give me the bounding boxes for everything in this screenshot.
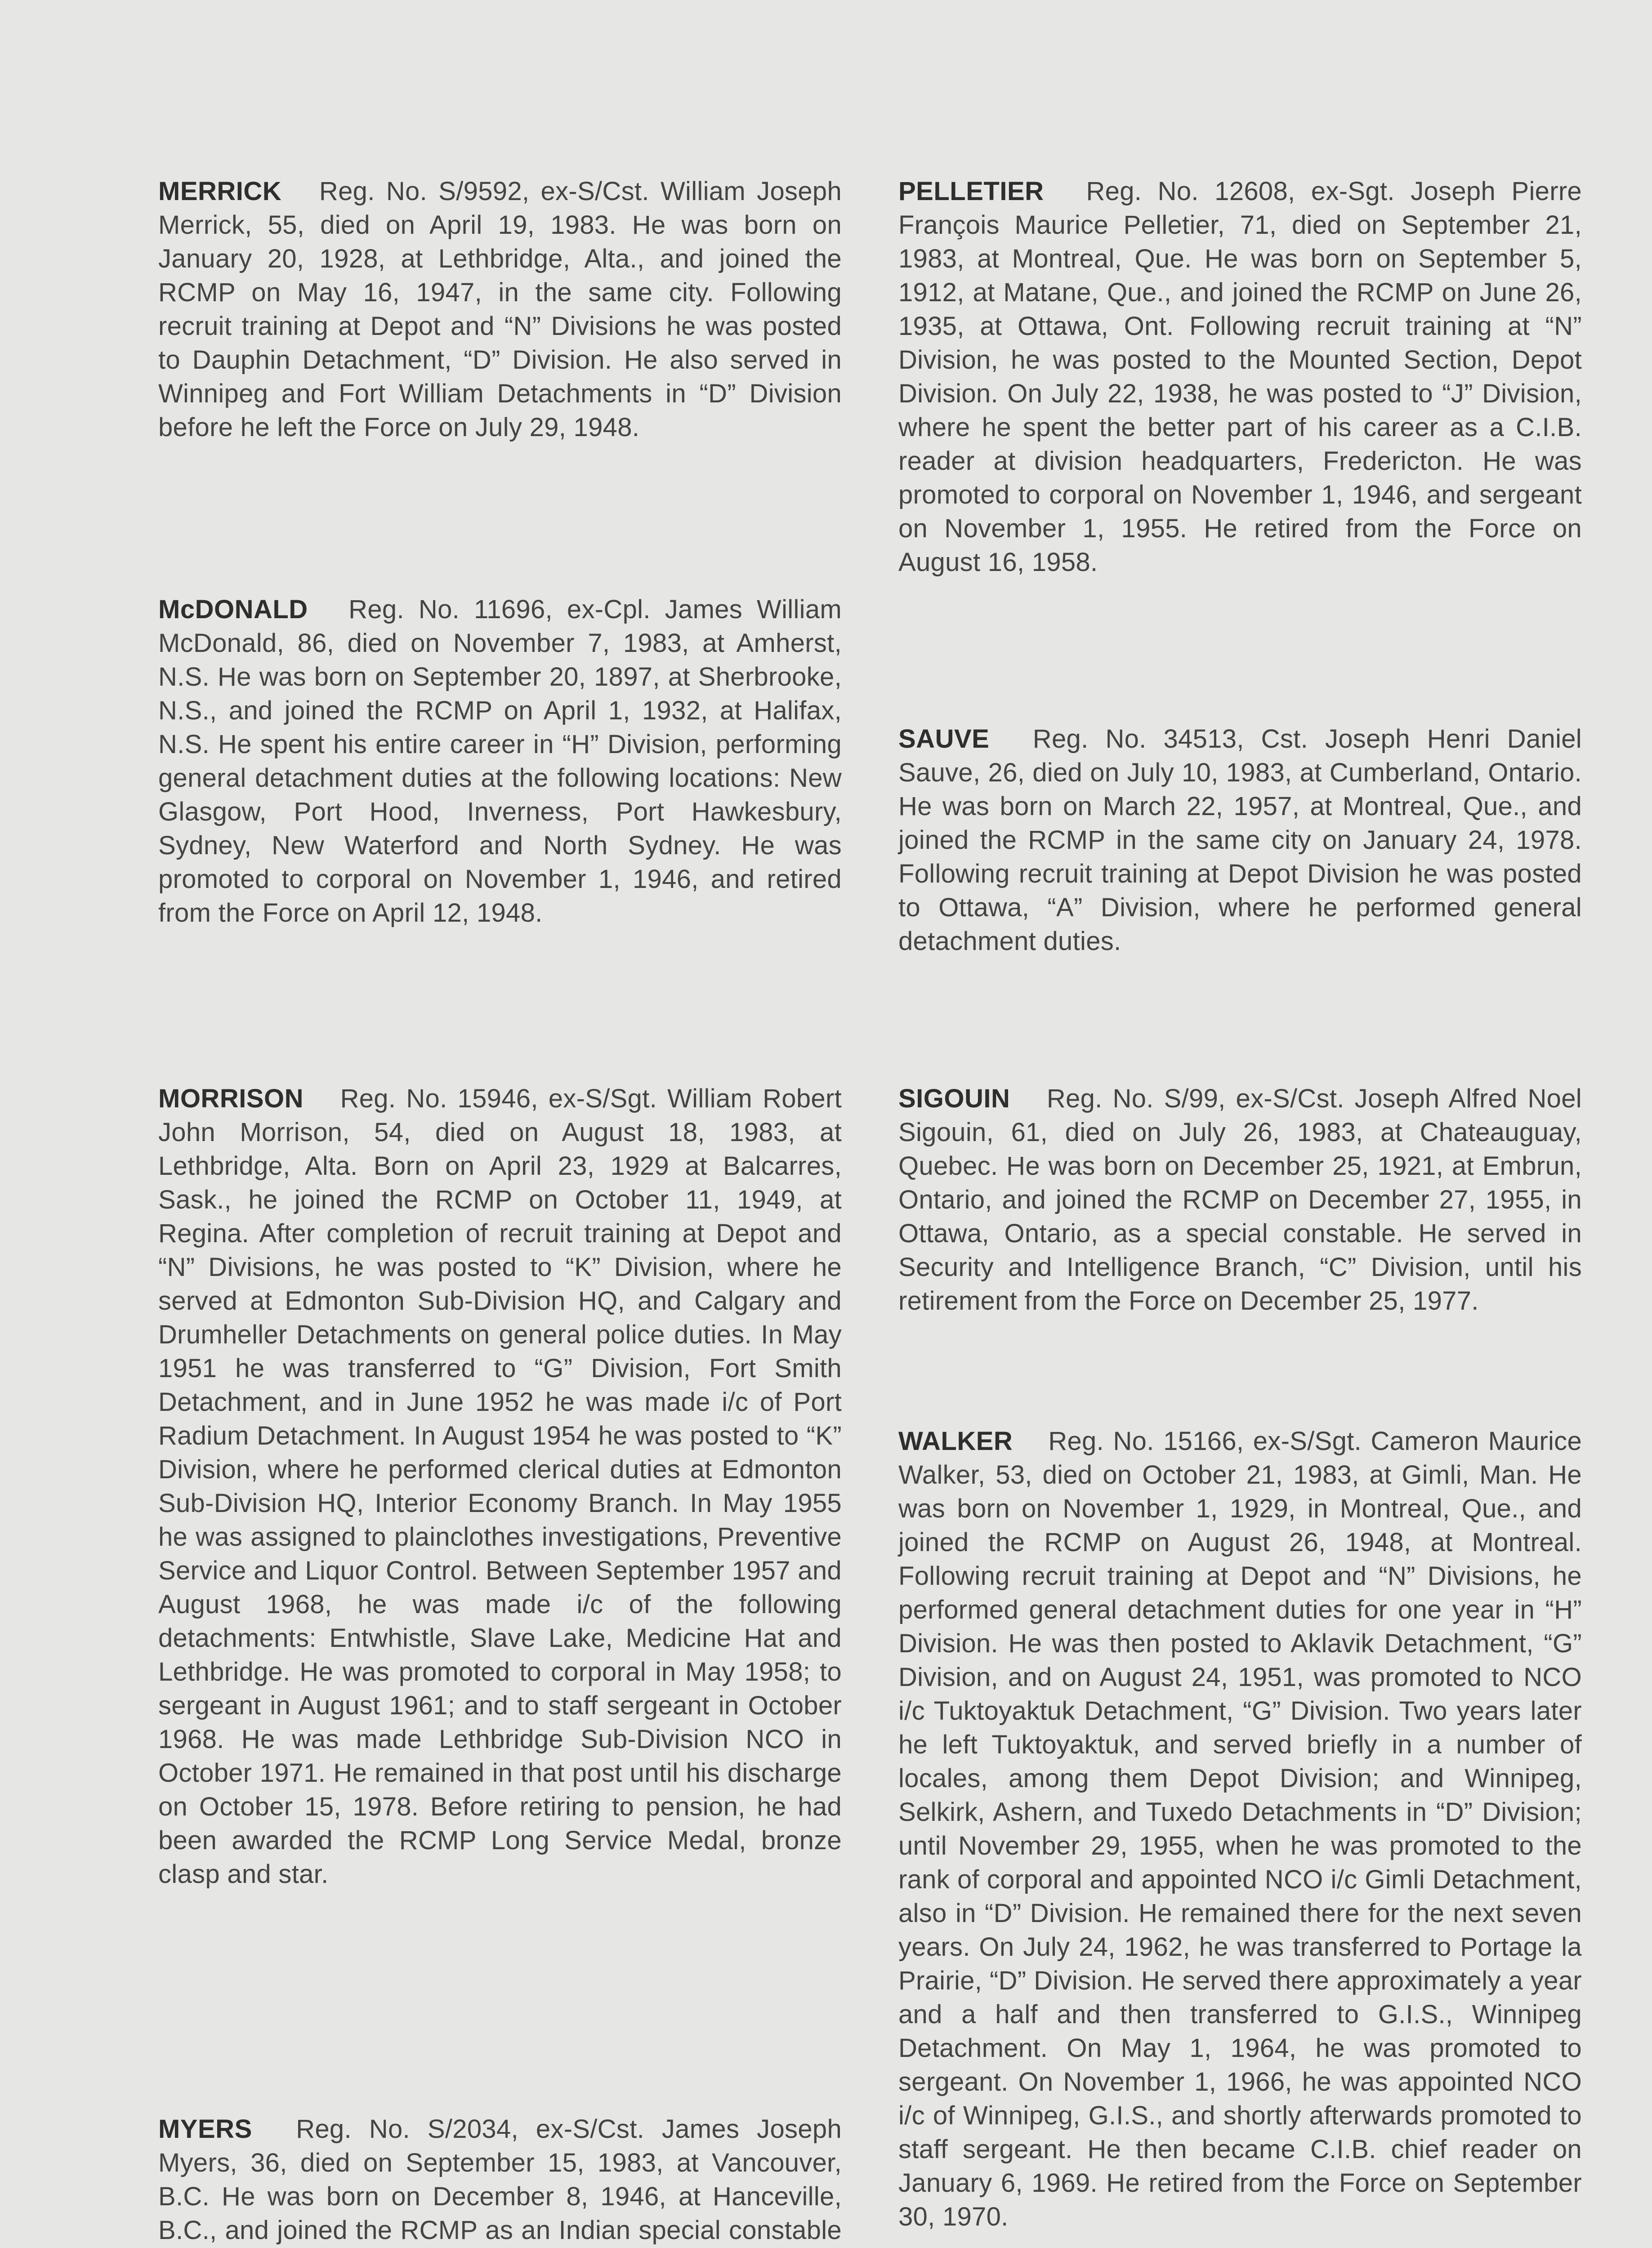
entry-text: Reg. No. 11696, ex-Cpl. James William McDonald, 86, died on November 7, 1983, at Amherst, N.S. He was born on September 20, 1897, at Sherbrooke, N.S., and joined the RCMP on April 1, 1932, at Halifax, N.S. He spent his entire career in “H” Division, performing general detachment duties at the following locations: New Glasgow, Port Hood, Inverness, Port Hawkesbury, Sydney, New Waterford and North Sydney. He was promoted to corporal on November 1, 1946, and retired from the Force on April 12, 1948. bbox=[158, 595, 842, 928]
obituary-entry-mcdonald bbox=[158, 593, 842, 930]
entry-surname: MYERS bbox=[158, 2114, 279, 2144]
entry-text: Reg. No. 12608, ex-Sgt. Joseph Pierre François Maurice Pelletier, 71, died on September 21, 1983, at Montreal, Que. He was born on September 5, 1912, at Matane, Que., and joined the RCMP on June 26, 1935, at Ottawa, Ont. Following recruit training at “N” Division, he was posted to the Mounted Section, Depot Division. On July 22, 1938, he was posted to “J” Division, where he spent the better part of his career as a C.I.B. reader at division headquarters, Fredericton. He was promoted to corporal on November 1, 1946, and sergeant on November 1, 1955. He retired from the Force on August 16, 1958. bbox=[898, 177, 1582, 577]
obituary-entry-morrison bbox=[158, 1082, 842, 1891]
entry-text: Reg. No. S/99, ex-S/Cst. Joseph Alfred Noel Sigouin, 61, died on July 26, 1983, at Chateauguay, Quebec. He was born on December 25, 1921, at Embrun, Ontario, and joined the RCMP on December 27, 1955, in Ottawa, Ontario, as a special constable. He served in Security and Intelligence Branch, “C” Division, until his retirement from the Force on December 25, 1977. bbox=[898, 1084, 1582, 1316]
obituary-entry-walker bbox=[898, 1424, 1582, 2234]
entry-text: Reg. No. 34513, Cst. Joseph Henri Daniel Sauve, 26, died on July 10, 1983, at Cumberland, Ontario. He was born on March 22, 1957, at Montreal, Que., and joined the RCMP in the same city on January 24, 1978. Following recruit training at Depot Division he was posted to Ottawa, “A” Division, where he performed general detachment duties. bbox=[898, 724, 1582, 956]
obituary-entry-sigouin bbox=[898, 1082, 1582, 1318]
entry-surname: SIGOUIN bbox=[898, 1084, 1036, 1113]
entry-surname: PELLETIER bbox=[898, 177, 1071, 206]
obituary-entry-myers bbox=[158, 2112, 842, 2248]
entry-surname: MORRISON bbox=[158, 1084, 330, 1113]
obituary-entry-sauve bbox=[898, 722, 1582, 958]
entry-surname: WALKER bbox=[898, 1427, 1039, 1456]
entry-text: Reg. No. 15946, ex-S/Sgt. William Robert John Morrison, 54, died on August 18, 1983, at Lethbridge, Alta. Born on April 23, 1929 at Balcarres, Sask., he joined the RCMP on October 11, 1949, at Regina. After completion of recruit training at Depot and “N” Divisions, he was posted to “K” Division, where he served at Edmonton Sub-Division HQ, and Calgary and Drumheller Detachments on general police duties. In May 1951 he was transferred to “G” Division, Fort Smith Detachment, and in June 1952 he was made i/c of Port Radium Detachment. In August 1954 he was posted to “K” Division, where he performed clerical duties at Edmonton Sub-Division HQ, Interior Economy Branch. In May 1955 he was assigned to plainclothes investigations, Preventive Service and Liquor Control. Between September 1957 and August 1968, he was made i/c of the following detachments: Entwhistle, Slave Lake, Medicine Hat and Lethbridge. He was promoted to corporal in May 1958; to sergeant in August 1961; and to staff sergeant in October 1968. He was made Lethbridge Sub-Division NCO in October 1971. He remained in that post until his discharge on October 15, 1978. Before retiring to pension, he had been awarded the RCMP Long Service Medal, bronze clasp and star. bbox=[158, 1084, 842, 1889]
entry-surname: McDONALD bbox=[158, 595, 335, 624]
entry-text: Reg. No. 15166, ex-S/Sgt. Cameron Maurice Walker, 53, died on October 21, 1983, at Gimli, Man. He was born on November 1, 1929, in Montreal, Que., and joined the RCMP on August 26, 1948, at Montreal. Following recruit training at Depot and “N” Divisions, he performed general detachment duties for one year in “H” Division. He was then posted to Aklavik Detachment, “G” Division, and on August 24, 1951, was promoted to NCO i/c Tuktoyaktuk Detachment, “G” Division. Two years later he left Tuktoyaktuk, and served briefly in a number of locales, among them Depot Division; and Winnipeg, Selkirk, Ashern, and Tuxedo Detachments in “D” Division; until November 29, 1955, when he was promoted to the rank of corporal and appointed NCO i/c Gimli Detachment, also in “D” Division. He remained there for the next seven years. On July 24, 1962, he was transferred to Portage la Prairie, “D” Division. He served there approximately a year and a half and then transferred to G.I.S., Winnipeg Detachment. On May 1, 1964, he was promoted to sergeant. On November 1, 1966, he was appointed NCO i/c of Winnipeg, G.I.S., and shortly afterwards promoted to staff sergeant. He then became C.I.B. chief reader on January 6, 1969. He retired from the Force on September 30, 1970. bbox=[898, 1427, 1582, 2231]
entry-text: Reg. No. S/9592, ex-S/Cst. William Joseph Merrick, 55, died on April 19, 1983. He was born on January 20, 1928, at Lethbridge, Alta., and joined the RCMP on May 16, 1947, in the same city. Following recruit training at Depot and “N” Divisions he was posted to Dauphin Detachment, “D” Division. He also served in Winnipeg and Fort William Detachments in “D” Division before he left the Force on July 29, 1948. bbox=[158, 177, 842, 442]
obituary-entry-merrick bbox=[158, 174, 842, 444]
entry-text: Reg. No. S/2034, ex-S/Cst. James Joseph Myers, 36, died on September 15, 1983, at Vancouver, B.C. He was born on December 8, 1946, at Hanceville, B.C., and joined the RCMP as an Indian special constable bbox=[158, 2114, 842, 2245]
obituary-entry-pelletier bbox=[898, 174, 1582, 579]
entry-surname: SAUVE bbox=[898, 724, 1016, 754]
entry-surname: MERRICK bbox=[158, 177, 308, 206]
